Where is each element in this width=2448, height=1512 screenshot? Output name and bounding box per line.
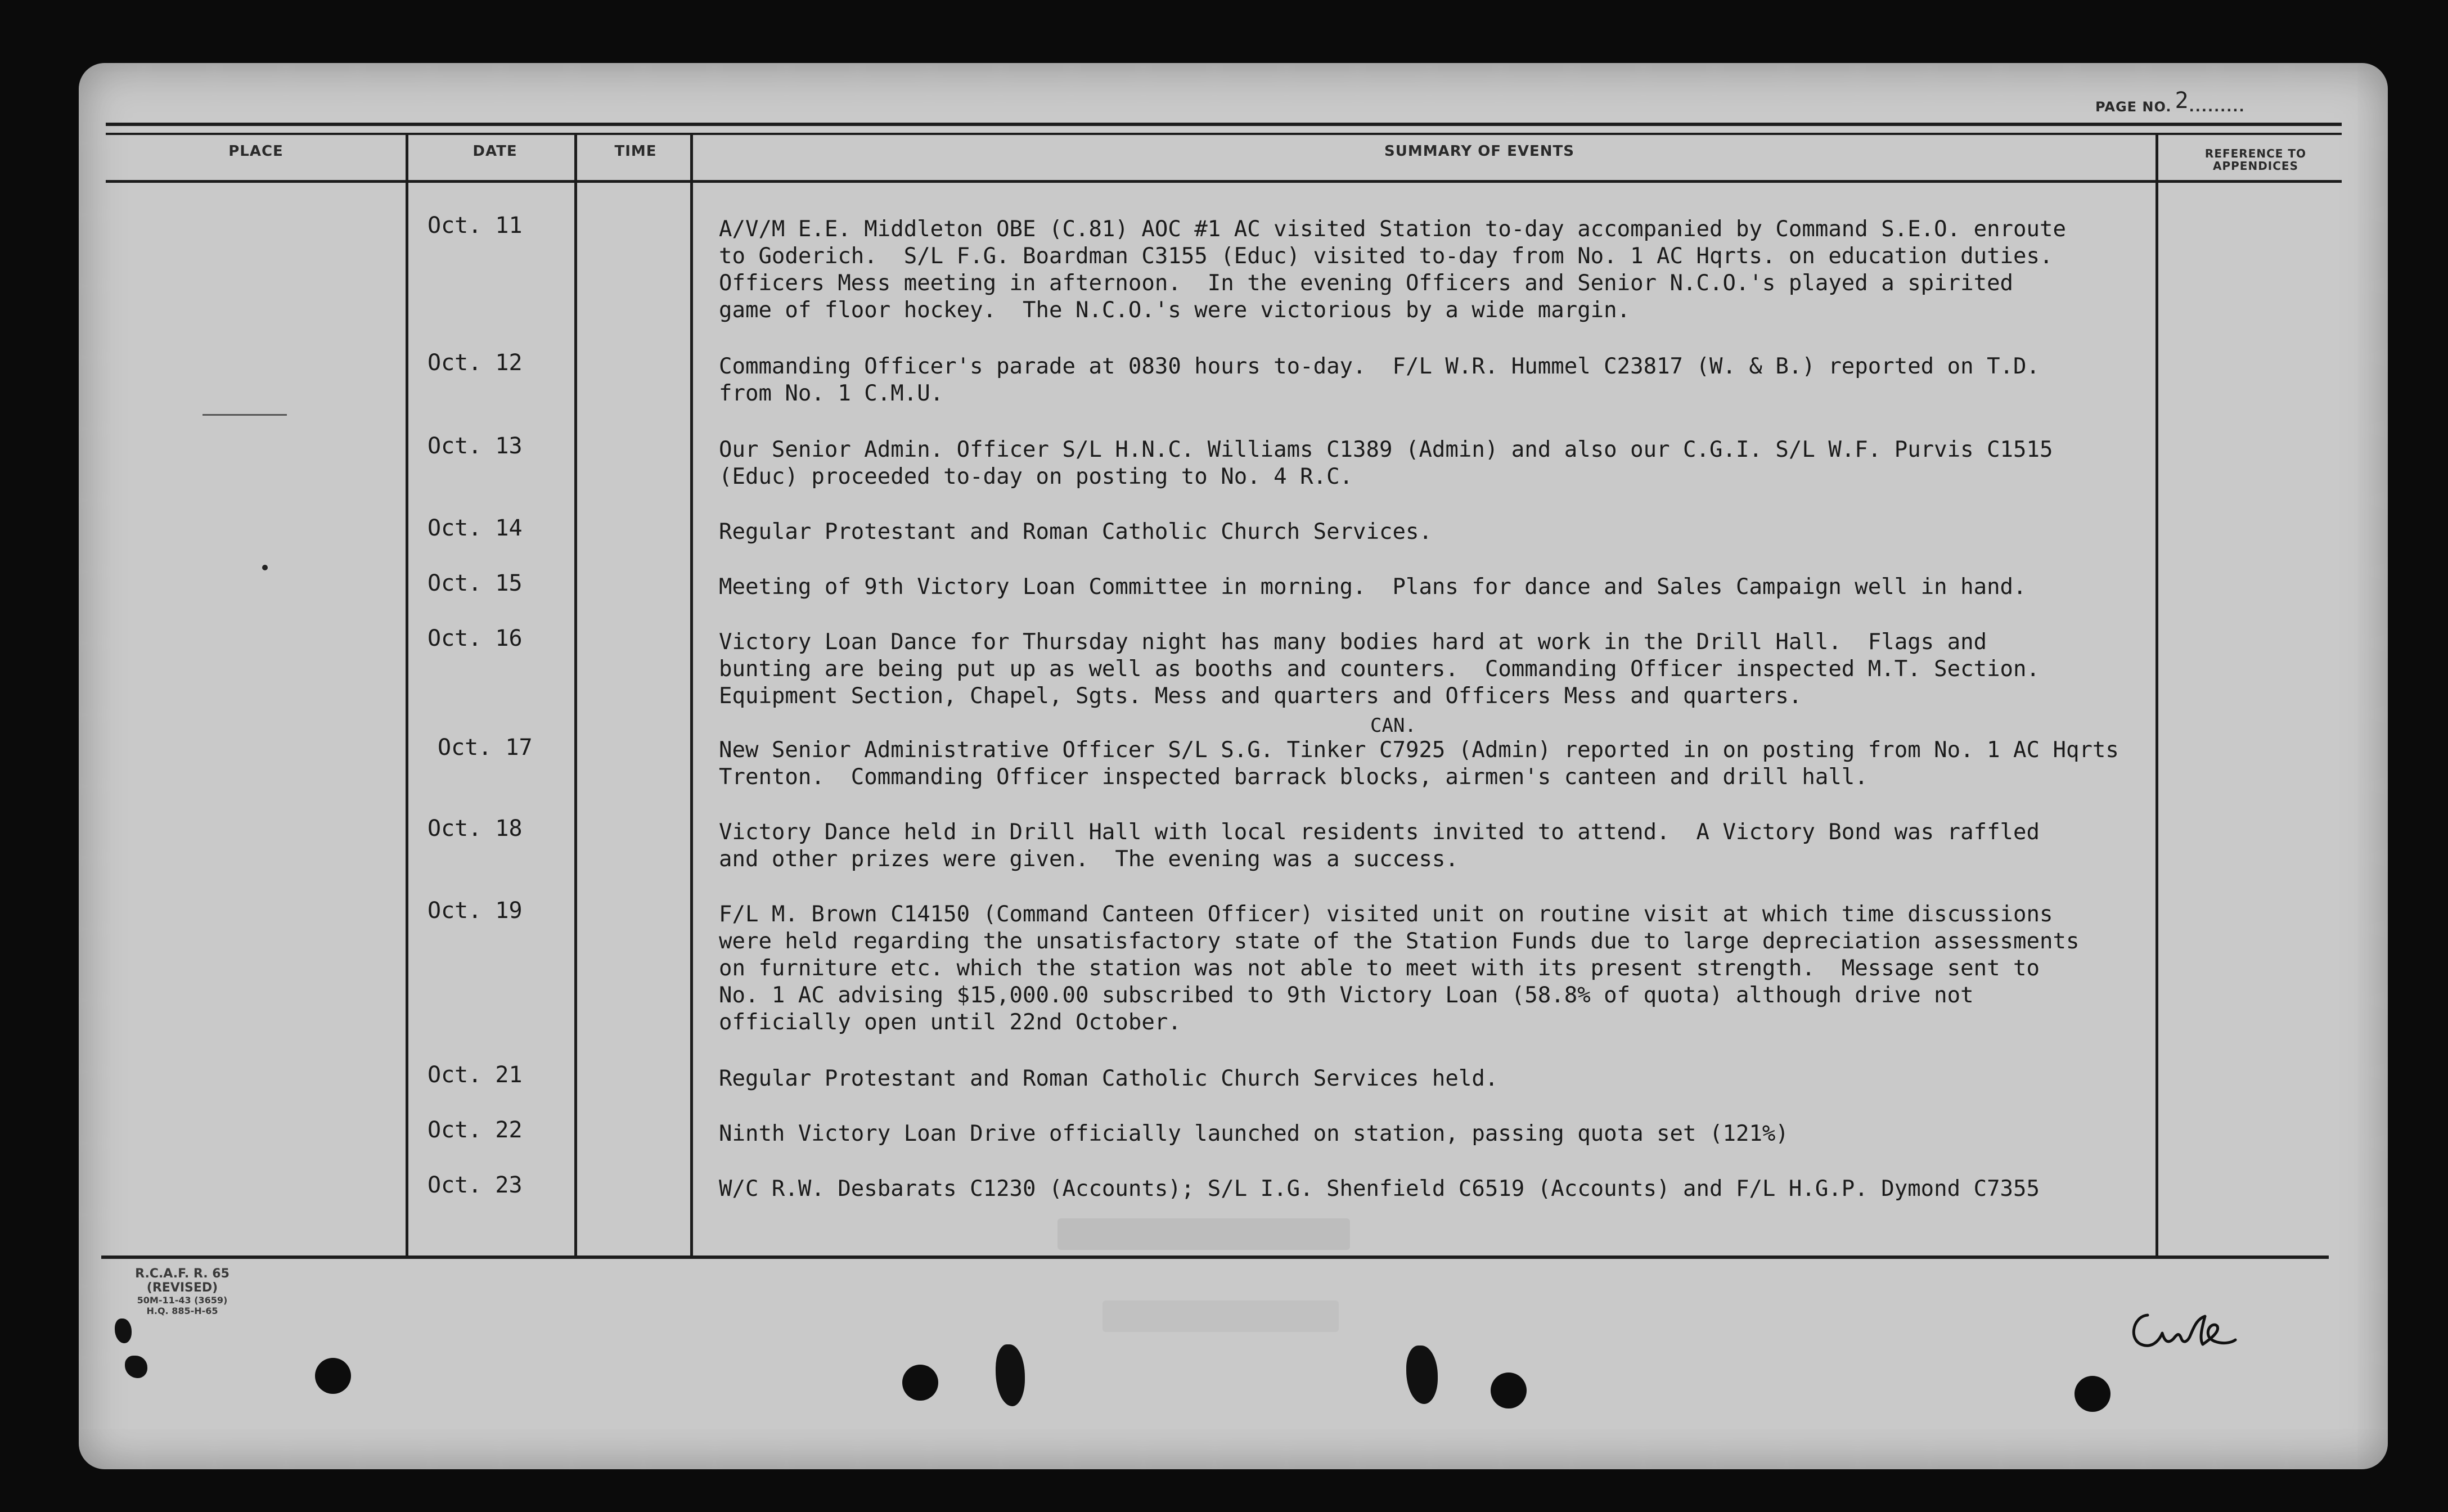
page-number-label: PAGE NO. [2095, 99, 2172, 115]
entry-summary [719, 216, 2204, 324]
form-number-note [109, 1267, 255, 1316]
entry-summary [719, 1176, 2204, 1203]
insertion-mark: CAN. [1370, 714, 1416, 737]
summary-line: F/L M. Brown C14150 (Command Canteen Officer) visited unit on routine visit at which time discussions [719, 902, 2053, 927]
entry-summary [719, 436, 2204, 490]
entry-date: Oct. 15 [428, 570, 523, 596]
page-number-value: 2 [2175, 88, 2189, 114]
summary-line: No. 1 AC advising $15,000.00 subscribed to 9th Victory Loan (58.8% of quota) although drive not [719, 983, 1974, 1008]
column-heading-time: TIME [614, 143, 657, 160]
summary-line: to Goderich. S/L F.G. Boardman C3155 (Educ) visited to-day from No. 1 AC Hqrts. on education duties. [719, 244, 2053, 269]
punch-hole [315, 1358, 351, 1394]
entry-summary [719, 519, 2204, 546]
column-heading-date: DATE [472, 143, 518, 160]
summary-line: Trenton. Commanding Officer inspected barrack blocks, airmen's canteen and drill hall. [719, 764, 1868, 790]
entry-date: Oct. 14 [428, 515, 523, 541]
entry-summary [719, 819, 2204, 873]
header-bottom-rule [106, 180, 2342, 183]
summary-line: (Educ) proceeded to-day on posting to No. 4 R.C. [719, 464, 1353, 489]
summary-line: Ninth Victory Loan Drive officially launched on station, passing quota set (121%) [719, 1121, 1789, 1146]
column-divider-place-date [406, 133, 408, 1256]
entry-summary [719, 629, 2204, 710]
column-heading-place: PLACE [228, 143, 284, 160]
summary-line: New Senior Administrative Officer S/L S.G. Tinker C7925 (Admin) reported in on posting from No. 1 AC Hqrts [719, 737, 2119, 763]
entry-summary [719, 1120, 2204, 1148]
punch-hole [1491, 1372, 1527, 1408]
summary-line: Meeting of 9th Victory Loan Committee in morning. Plans for dance and Sales Campaign well in hand. [719, 574, 2027, 600]
entry-summary [719, 574, 2204, 601]
summary-line: from No. 1 C.M.U. [719, 381, 944, 406]
table-top-rule [106, 123, 2342, 126]
entry-date: Oct. 18 [428, 816, 523, 842]
form-note-line2: 50M-11-43 (3659) [137, 1295, 228, 1306]
summary-line: were held regarding the unsatisfactory state of the Station Funds due to large depreciation assessments [719, 929, 2080, 954]
summary-line: Officers Mess meeting in afternoon. In the evening Officers and Senior N.C.O.'s played a spirited [719, 271, 2014, 296]
entry-date: Oct. 11 [428, 213, 523, 238]
form-note-line1: R.C.A.F. R. 65 (REVISED) [135, 1267, 230, 1295]
summary-line: on furniture etc. which the station was not able to meet with its present strength. Message sent to [719, 956, 2040, 981]
column-divider-time-summary [690, 133, 693, 1256]
entry-date: Oct. 21 [428, 1062, 523, 1088]
bleed-through-impression [1058, 1218, 1350, 1250]
page-number: PAGE NO. 2......... [2095, 88, 2246, 115]
summary-line: and other prizes were given. The evening was a success. [719, 847, 1459, 872]
entry-date: Oct. 22 [428, 1117, 523, 1143]
summary-line: Regular Protestant and Roman Catholic Church Services held. [719, 1066, 1498, 1091]
form-note-line3: H.Q. 885-H-65 [146, 1306, 218, 1316]
summary-line: W/C R.W. Desbarats C1230 (Accounts); S/L I.G. Shenfield C6519 (Accounts) and F/L H.G.P. Dymond C7355 [719, 1176, 2040, 1202]
handwritten-initials [2121, 1299, 2256, 1361]
entry-date: Oct. 12 [428, 350, 523, 376]
summary-line: game of floor hockey. The N.C.O.'s were victorious by a wide margin. [719, 298, 1631, 323]
entry-summary [719, 901, 2204, 1036]
summary-line: Our Senior Admin. Officer S/L H.N.C. Williams C1389 (Admin) and also our C.G.I. S/L W.F. Purvis C1515 [719, 437, 2053, 462]
summary-line: bunting are being put up as well as booths and counters. Commanding Officer inspected M.T. Section. [719, 656, 2040, 682]
column-heading-reference [2166, 147, 2346, 172]
column-heading-summary: SUMMARY OF EVENTS [1384, 143, 1574, 160]
entry-summary [719, 353, 2204, 407]
entry-date: Oct. 23 [428, 1172, 523, 1198]
entry-date: Oct. 13 [428, 433, 523, 459]
entry-summary [719, 1065, 2204, 1092]
entry-date: Oct. 16 [428, 626, 523, 651]
summary-line: Regular Protestant and Roman Catholic Church Services. [719, 519, 1432, 544]
header-top-rule [106, 133, 2342, 135]
stray-mark [202, 414, 287, 416]
entry-summary [719, 737, 2204, 791]
summary-line: Commanding Officer's parade at 0830 hours to-day. F/L W.R. Hummel C23817 (W. & B.) reported on T.D. [719, 354, 2040, 379]
bleed-through-impression [1102, 1300, 1339, 1332]
table-bottom-rule [101, 1256, 2329, 1259]
column-divider-date-time [574, 133, 577, 1256]
punch-hole [902, 1365, 938, 1401]
stray-dot [262, 565, 268, 570]
entry-date: Oct. 17 [438, 735, 533, 760]
entry-date: Oct. 19 [428, 898, 523, 924]
summary-line: A/V/M E.E. Middleton OBE (C.81) AOC #1 AC visited Station to-day accompanied by Command S.E.O. enroute [719, 217, 2066, 242]
summary-line: officially open until 22nd October. [719, 1010, 1181, 1035]
column-heading-reference-line2: APPENDICES [2213, 159, 2298, 173]
punch-hole [2074, 1376, 2110, 1412]
summary-line: Victory Dance held in Drill Hall with local residents invited to attend. A Victory Bond was raffled [719, 820, 2040, 845]
column-heading-reference-line1: REFERENCE TO [2204, 147, 2307, 160]
summary-line: Victory Loan Dance for Thursday night has many bodies hard at work in the Drill Hall. Flags and [719, 629, 1987, 655]
summary-line: Equipment Section, Chapel, Sgts. Mess and quarters and Officers Mess and quarters. [719, 683, 1802, 709]
